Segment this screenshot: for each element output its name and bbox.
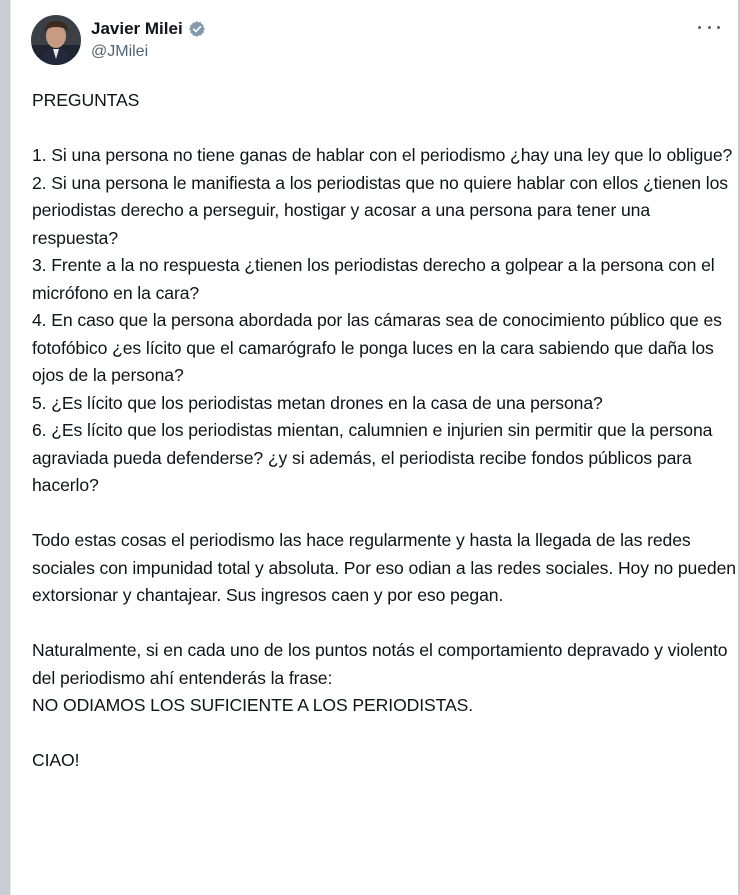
more-options-icon[interactable] [698, 20, 720, 34]
question-4: 4. En caso que la persona abordada por las cámaras sea de conocimiento público que es fotofóbico ¿es lícito que el camarógrafo le ponga luces en la cara sabiendo que daña los ojos de la persona? [32, 310, 722, 385]
question-2: 2. Si una persona le manifiesta a los periodistas que no quiere hablar con ellos ¿tienen los periodistas derecho a perseguir, hostigar y acosar a una persona para tener una respuesta? [32, 172, 728, 248]
author-handle[interactable]: @JMilei [91, 43, 149, 60]
paragraph-conclusion: Naturalmente, si en cada uno de los puntos notás el comportamiento depravado y violento del periodismo ahí entenderás la frase: [32, 640, 728, 688]
user-avatar-icon [31, 15, 81, 65]
author-name[interactable]: Javier Milei [91, 19, 183, 38]
spacer [32, 720, 737, 748]
tweet-text [32, 87, 737, 775]
question-6: 6. ¿Es lícito que los periodistas mientan, calumnien e injurien sin permitir que la persona agraviada pueda defenderse? ¿y si además, el periodista recibe fondos públicos para hacerlo? [32, 420, 713, 495]
tweet-header [31, 12, 206, 68]
dot [708, 26, 711, 29]
author-identity [91, 18, 206, 62]
spacer [32, 115, 737, 143]
question-1: 1. Si una persona no tiene ganas de hablar con el periodismo ¿hay una ley que lo obligue? [32, 145, 733, 165]
spacer [32, 500, 737, 528]
tweet-card [10, 0, 738, 895]
avatar[interactable] [31, 15, 81, 65]
paragraph-phrase: NO ODIAMOS LOS SUFICIENTE A LOS PERIODISTAS. [32, 695, 474, 715]
paragraph-impunity: Todo estas cosas el periodismo las hace regularmente y hasta la llegada de las redes sociales con impunidad total y absoluta. Por eso odian a las redes sociales. Hoy no pueden extorsionar y chantajear. Sus ingresos caen y por eso pegan. [32, 530, 736, 605]
tweet-heading: PREGUNTAS [32, 90, 140, 110]
verified-badge-icon[interactable] [188, 20, 206, 38]
question-3: 3. Frente a la no respuesta ¿tienen los periodistas derecho a golpear a la persona con el micrófono en la cara? [32, 255, 715, 303]
question-5: 5. ¿Es lícito que los periodistas metan drones en la casa de una persona? [32, 392, 603, 413]
dot [698, 26, 701, 29]
name-row [91, 18, 206, 40]
closing-line: CIAO! [32, 750, 80, 770]
spacer [32, 610, 737, 638]
dot [717, 26, 720, 29]
